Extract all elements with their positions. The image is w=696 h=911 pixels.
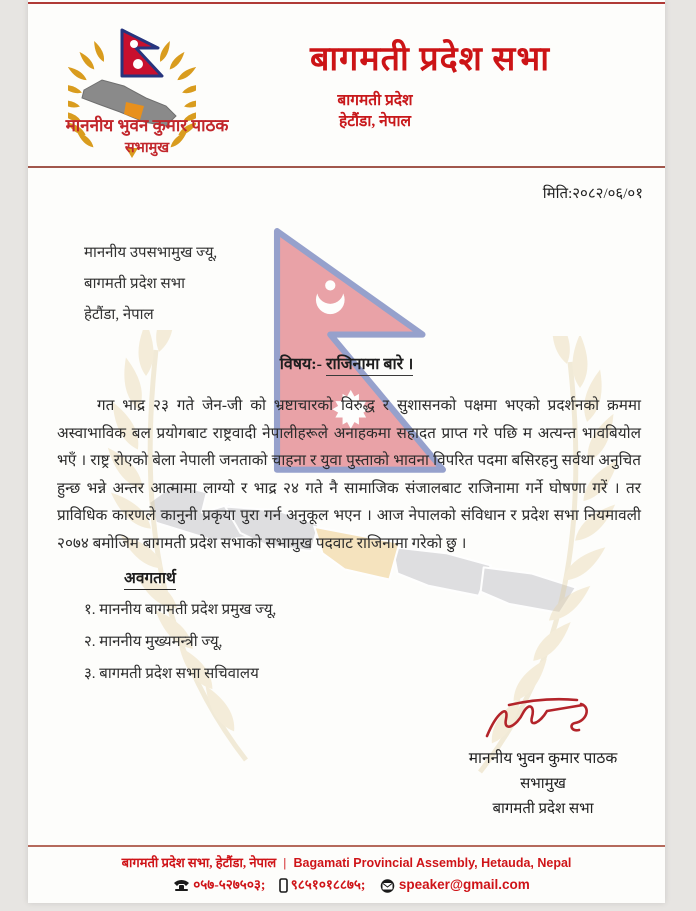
signatory-title: सभामुख <box>520 776 566 792</box>
footer-address-nepali: बागमती प्रदेश सभा, हेटौंडा, नेपाल <box>121 855 277 870</box>
cc-item: १. माननीय बागमती प्रदेश प्रमुख ज्यू, <box>84 602 277 618</box>
signatory-org: बागमती प्रदेश सभा <box>492 801 594 817</box>
footer-phone: ०५७-५२७५०३; <box>193 877 266 892</box>
org-title: बागमती प्रदेश सभा <box>309 41 551 78</box>
top-border-rule <box>28 2 665 4</box>
cc-item: २. माननीय मुख्यमन्त्री ज्यू, <box>84 634 223 650</box>
header-divider-rule <box>28 166 665 168</box>
recipient-line: बागमती प्रदेश सभा <box>84 276 186 292</box>
letterhead-official-block <box>34 114 260 158</box>
letter-page <box>28 0 665 903</box>
signature-image <box>479 692 607 744</box>
official-title: सभामुख <box>124 140 170 156</box>
recipient-line: हेटौंडा, नेपाल <box>84 307 154 323</box>
cc-heading: अवगतार्थ <box>124 566 176 590</box>
footer-address-english: Bagamati Provincial Assembly, Hetauda, Nepal <box>293 856 572 870</box>
recipient-block <box>84 238 217 331</box>
footer-separator: | <box>283 855 287 870</box>
letter-body: गत भाद्र २३ गते जेन-जी को भ्रष्टाचारको विरुद्ध र सुशासनको पक्षमा भएको प्रदर्शनको क्रममा अस्वाभाविक बल प्रयोगबाट राष्ट्रवादी नेपालीहरूले अनाहकमा सहादत प्राप्त गरे पछि म अत्यन्त भावबियोल भएँ । राष्ट्र रोएको बेला नेपाली जनताको चाहना र युवा पुस्ताको भावना विपरित पदमा बसिरहनु सर्वथा अनुचित हुन्छ भन्ने अन्तर आत्मामा लाग्यो र भाद्र २४ गते नै सामाजिक संजालबाट राजिनामा गर्ने घोषणा गरें । तर प्राविधिक कारणले कानुनी प्रकृया पुरा गर्न अनुकूल भएन । आज नेपालको संविधान र प्रदेश सभा नियमावली २०७४ बमोजिम बागमती प्रदेश सभाको सभामुख पदवाट राजिनामा गरेको छु । <box>57 397 641 552</box>
official-name: माननीय भुवन कुमार पाठक <box>65 116 229 135</box>
recipient-line: माननीय उपसभामुख ज्यू, <box>84 245 218 261</box>
footer-email: speaker@gmail.com <box>398 877 530 892</box>
subject-line <box>28 352 665 374</box>
cc-list <box>84 594 276 690</box>
org-subtitle-line2: हेटौंडा, नेपाल <box>338 113 412 130</box>
footer-contact-line <box>28 875 665 893</box>
footer-mobile: ९८५१०१८८७५; <box>290 877 366 892</box>
footer-divider-rule <box>28 845 665 847</box>
phone-icon <box>173 879 190 892</box>
letter-date: मिति:२०८२/०६/०१ <box>542 186 643 202</box>
footer-address-line <box>28 853 665 871</box>
subject-text: राजिनामा बारे । <box>326 356 413 376</box>
email-icon <box>379 879 396 893</box>
org-subtitle <box>280 90 470 132</box>
org-subtitle-line1: बागमती प्रदेश <box>337 92 413 109</box>
cc-item: ३. बागमती प्रदेश सभा सचिवालय <box>84 666 259 682</box>
signature-block <box>426 692 660 822</box>
nepal-flag-icon <box>122 30 162 76</box>
subject-label: विषय:- <box>279 356 322 373</box>
mobile-icon <box>279 878 288 893</box>
signatory-name: माननीय भुवन कुमार पाठक <box>468 750 618 767</box>
